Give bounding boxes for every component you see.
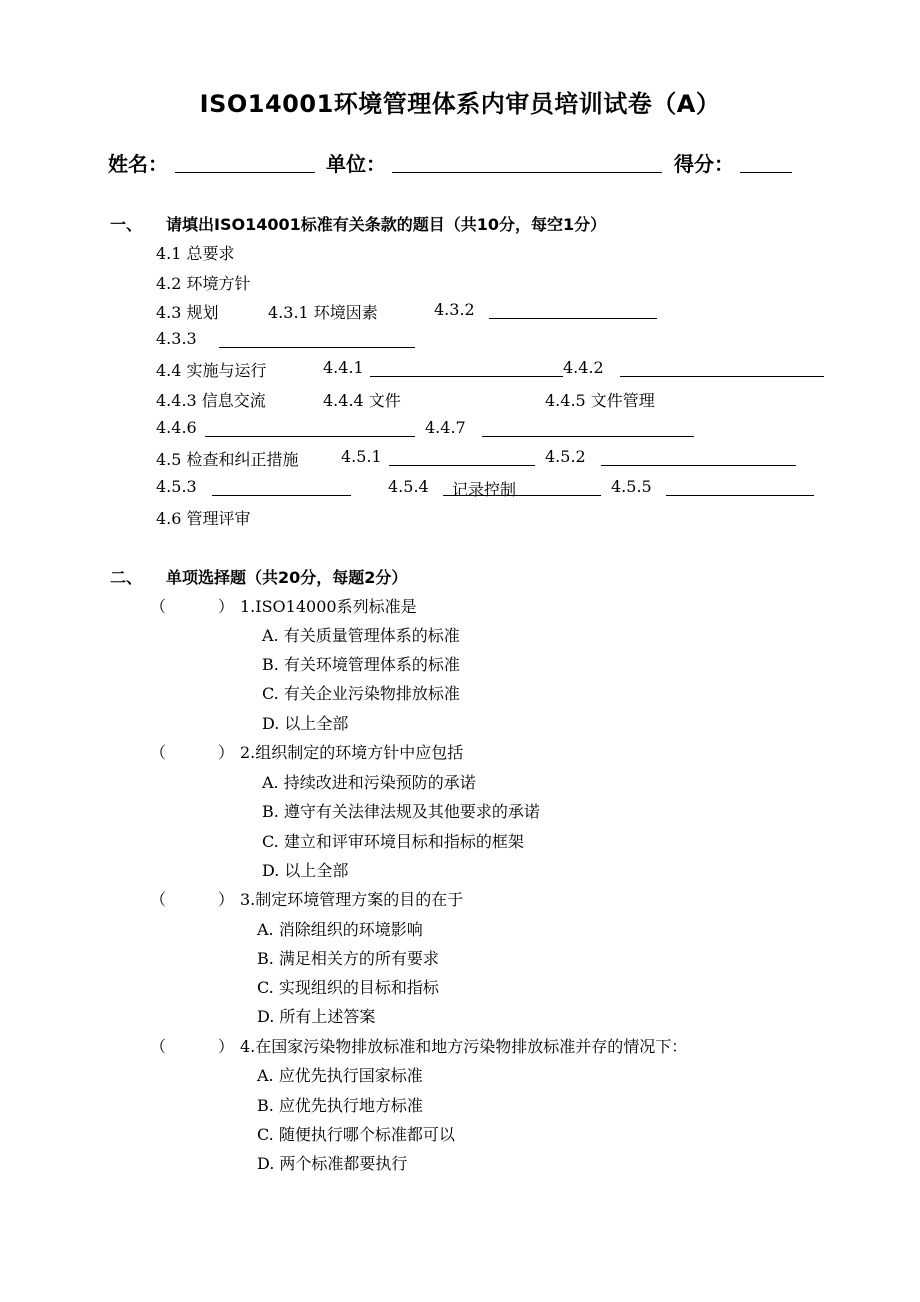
unit-label: 单位： [326,152,386,176]
section-2-number: 二、 [110,568,143,587]
option-c: C. 随便执行哪个标准都可以 [257,1125,455,1144]
section-1-heading: 请填出ISO14001标准有关条款的题目（共10分，每空1分） [166,215,607,234]
clause-4-6: 4.6 管理评审 [156,509,251,528]
clause-4-3-1: 4.3.1 环境因素 [268,303,378,322]
option-b: B. 应优先执行地方标准 [257,1096,423,1115]
blank-4-3-2[interactable] [489,318,657,319]
clause-4-5-1: 4.5.1 [341,447,382,466]
question-stem: 4.在国家污染物排放标准和地方污染物排放标准并存的情况下： [240,1037,688,1056]
option-d: D. 所有上述答案 [257,1007,376,1026]
option-a: A. 有关质量管理体系的标准 [262,626,460,645]
clause-4-5: 4.5 检查和纠正措施 [156,450,299,469]
clause-4-3-3: 4.3.3 [156,329,197,348]
option-c: C. 有关企业污染物排放标准 [262,684,460,703]
option-b: B. 遵守有关法律法规及其他要求的承诺 [262,802,540,821]
answer-paren-close: ） [218,597,235,616]
answer-field-q4[interactable] [168,1052,216,1053]
blank-4-4-1[interactable] [370,376,563,377]
answer-paren-close: ） [218,890,235,909]
answer-4-5-4: 记录控制 [452,480,517,499]
clause-4-4-1: 4.4.1 [323,358,364,377]
answer-paren-close: ） [218,1037,235,1056]
option-d: D. 以上全部 [262,714,349,733]
option-b: B. 有关环境管理体系的标准 [262,655,460,674]
clause-4-2: 4.2 环境方针 [156,274,251,293]
clause-4-4-3: 4.4.3 信息交流 [156,391,266,410]
answer-paren-open: （ [150,890,167,909]
name-label: 姓名： [108,152,168,176]
section-1-number: 一、 [110,215,143,234]
clause-4-3: 4.3 规划 [156,303,219,322]
clause-4-4-4: 4.4.4 文件 [323,391,401,410]
option-a: A. 应优先执行国家标准 [257,1066,423,1085]
blank-4-4-2[interactable] [620,376,824,377]
question-stem: 2.组织制定的环境方针中应包括 [240,743,464,762]
answer-paren-open: （ [150,1037,167,1056]
unit-field[interactable] [392,172,662,173]
clause-4-4-5: 4.4.5 文件管理 [545,391,655,410]
answer-field-q3[interactable] [168,905,216,906]
option-a: A. 消除组织的环境影响 [257,920,423,939]
answer-paren-open: （ [150,743,167,762]
page-title: ISO14001环境管理体系内审员培训试卷（A） [199,90,721,118]
clause-4-4-6: 4.4.6 [156,418,197,437]
clause-4-4-7: 4.4.7 [425,418,466,437]
answer-paren-open: （ [150,597,167,616]
option-a: A. 持续改进和污染预防的承诺 [262,773,476,792]
score-label: 得分： [674,152,734,176]
answer-field-q1[interactable] [168,612,216,613]
clause-4-4: 4.4 实施与运行 [156,361,267,380]
clause-4-5-4: 4.5.4 [388,477,429,496]
blank-4-4-7[interactable] [482,436,694,437]
blank-4-5-1[interactable] [389,465,535,466]
clause-4-5-5: 4.5.5 [611,477,652,496]
clause-4-5-3: 4.5.3 [156,477,197,496]
blank-4-3-3[interactable] [219,347,415,348]
option-b: B. 满足相关方的所有要求 [257,949,439,968]
clause-4-1: 4.1 总要求 [156,244,235,263]
blank-4-4-6[interactable] [205,436,415,437]
section-2-heading: 单项选择题（共20分，每题2分） [166,568,408,587]
option-c: C. 实现组织的目标和指标 [257,978,439,997]
blank-4-5-2[interactable] [601,465,796,466]
score-field[interactable] [740,172,792,173]
answer-paren-close: ） [218,743,235,762]
question-stem: 1.ISO14000系列标准是 [240,597,417,616]
answer-field-q2[interactable] [168,758,216,759]
question-stem: 3.制定环境管理方案的目的在于 [240,890,464,909]
clause-4-5-2: 4.5.2 [545,447,586,466]
blank-4-5-5[interactable] [666,495,814,496]
option-d: D. 以上全部 [262,861,349,880]
option-c: C. 建立和评审环境目标和指标的框架 [262,832,524,851]
clause-4-4-2: 4.4.2 [563,358,604,377]
name-field[interactable] [175,172,315,173]
clause-4-3-2: 4.3.2 [434,300,475,319]
option-d: D. 两个标准都要执行 [257,1154,408,1173]
blank-4-5-3[interactable] [212,495,351,496]
